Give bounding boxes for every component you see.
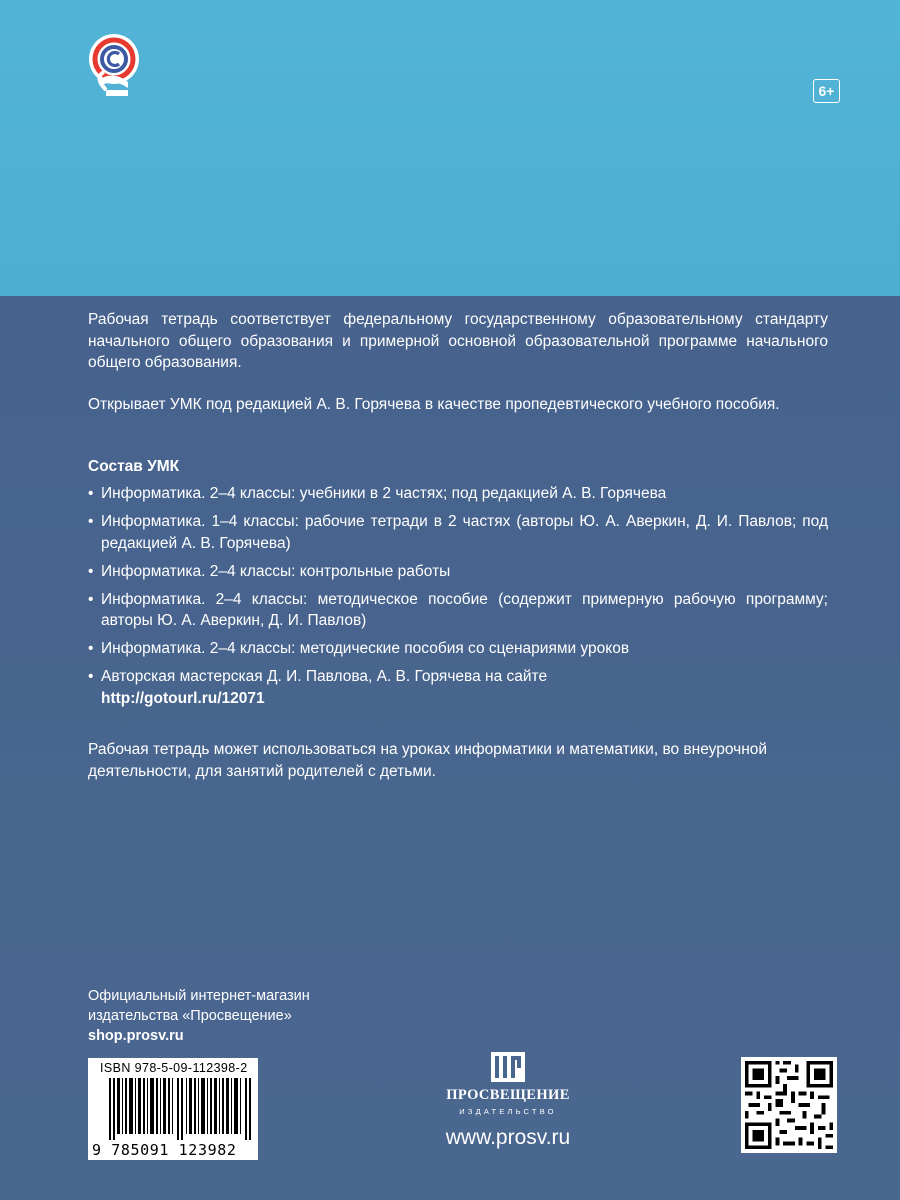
- shop-line-2: издательства «Просвещение»: [88, 1008, 292, 1024]
- publisher-site-link[interactable]: www.prosv.ru: [445, 1126, 571, 1149]
- umk-heading: Состав УМК: [88, 458, 180, 475]
- standard-compliance-paragraph: Рабочая тетрадь соответствует федеральному государственному образовательному стандарту начального общего образования и примерной основной образовательной программе начального общего образования.: [88, 311, 828, 371]
- usage-paragraph: Рабочая тетрадь может использоваться на уроках информатики и математики, во внеурочной деятельности, для занятий родителей с детьми.: [88, 741, 768, 780]
- shop-link[interactable]: shop.prosv.ru: [88, 1028, 184, 1044]
- age-rating-badge: 6+: [813, 79, 840, 103]
- list-item: • Информатика. 2–4 классы: учебники в 2 частях; под редакцией А. В. Горячева: [88, 483, 828, 505]
- copyright-logo-icon: [84, 32, 144, 104]
- publisher-subtitle: ИЗДАТЕЛЬСТВО: [459, 1107, 557, 1116]
- umk-intro-paragraph: Открывает УМК под редакцией А. В. Горячева в качестве пропедевтического учебного пособия.: [88, 396, 780, 413]
- list-item: • Информатика. 2–4 классы: методическое пособие (содержит примерную рабочую программу; авторы Ю. А. Аверкин, Д. И. Павлов): [88, 589, 828, 632]
- shop-info: [88, 986, 310, 1046]
- list-item: • Информатика. 1–4 классы: рабочие тетради в 2 частях (авторы Ю. А. Аверкин, Д. И. Павлов; под редакцией А. В. Горячева): [88, 511, 828, 554]
- barcode-icon: [109, 1078, 254, 1140]
- workshop-link[interactable]: http://gotourl.ru/12071: [101, 689, 265, 707]
- isbn-barcode: [88, 1058, 258, 1160]
- list-item: • Информатика. 2–4 классы: методические пособия со сценариями уроков: [88, 638, 828, 660]
- list-item-workshop: [88, 666, 828, 709]
- isbn-label: ISBN 978-5-09-112398-2: [100, 1061, 248, 1075]
- publisher-logo-icon: [491, 1052, 525, 1082]
- workshop-text: Авторская мастерская Д. И. Павлова, А. В. Горячева на сайте: [101, 668, 548, 685]
- barcode-digits: 9 785091 123982: [92, 1141, 237, 1159]
- qr-code-icon[interactable]: [741, 1057, 837, 1153]
- shop-line-1: Официальный интернет-магазин: [88, 988, 310, 1004]
- list-item: • Информатика. 2–4 классы: контрольные работы: [88, 561, 828, 583]
- publisher-name: ПРОСВЕЩЕНИЕ: [446, 1087, 570, 1103]
- umk-list: [88, 483, 828, 716]
